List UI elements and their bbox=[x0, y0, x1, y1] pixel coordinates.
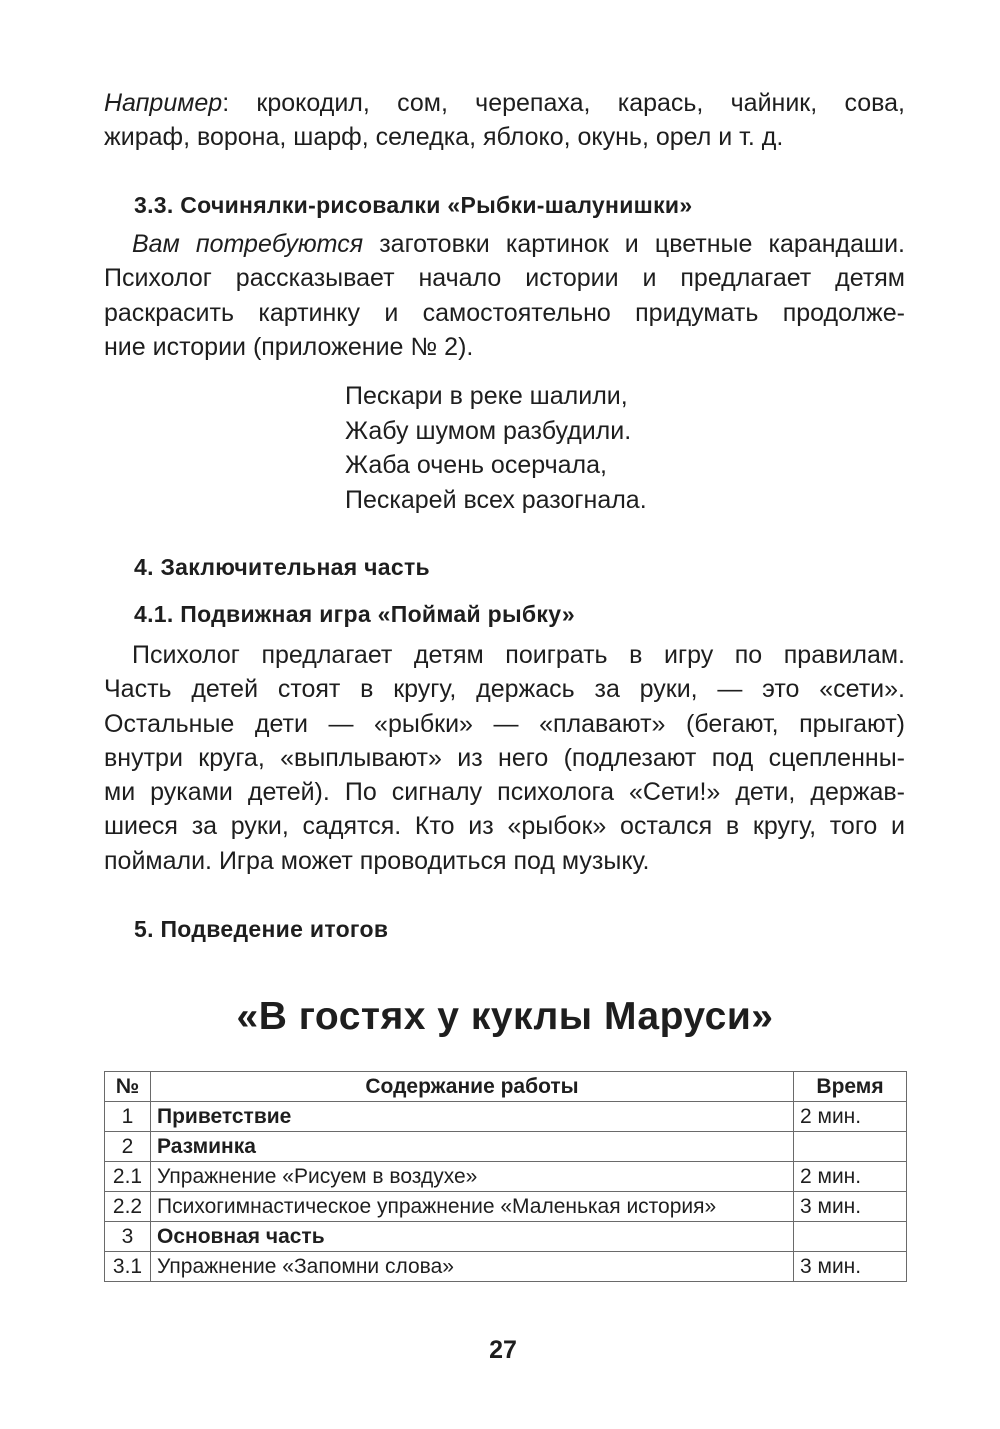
page-number: 27 bbox=[489, 1336, 517, 1364]
poem-line: Жабу шумом разбудили. bbox=[345, 416, 632, 445]
row-number: 3.1 bbox=[105, 1252, 151, 1282]
example-paragraph bbox=[104, 86, 905, 155]
section-4-1-paragraph bbox=[104, 638, 905, 878]
row-time bbox=[794, 1222, 907, 1252]
row-time bbox=[794, 1132, 907, 1162]
lesson-plan-table bbox=[104, 1071, 907, 1282]
example-list-start: : крокодил, сом, черепаха, карась, чайник, сова, bbox=[222, 89, 905, 117]
row-content: Основная часть bbox=[151, 1222, 794, 1252]
section-4-heading: 4. Заключительная часть bbox=[134, 554, 430, 580]
row-content: Упражнение «Рисуем в воздухе» bbox=[151, 1162, 794, 1192]
row-content: Упражнение «Запомни слова» bbox=[151, 1252, 794, 1282]
row-content: Разминка bbox=[151, 1132, 794, 1162]
s33-line-2: Психолог рассказывает начало истории и предлагает детям bbox=[104, 264, 905, 293]
table-row bbox=[105, 1192, 907, 1222]
s41-line: шиеся за руки, садятся. Кто из «рыбок» остался в кругу, того и bbox=[104, 812, 905, 841]
row-number: 2.1 bbox=[105, 1162, 151, 1192]
row-number: 2.2 bbox=[105, 1192, 151, 1222]
section-3-3-heading: 3.3. Сочинялки-рисовалки «Рыбки-шалунишки» bbox=[134, 192, 693, 218]
poem bbox=[345, 379, 647, 517]
example-line-2: жираф, ворона, шарф, селедка, яблоко, окунь, орел и т. д. bbox=[104, 123, 784, 152]
row-time: 3 мин. bbox=[794, 1252, 907, 1282]
header-content: Содержание работы bbox=[151, 1072, 794, 1102]
row-time: 3 мин. bbox=[794, 1192, 907, 1222]
s33-line-4: ние истории (приложение № 2). bbox=[104, 332, 474, 361]
row-number: 2 bbox=[105, 1132, 151, 1162]
row-content: Приветствие bbox=[151, 1102, 794, 1132]
s41-line: внутри круга, «выплывают» из него (подлезают под сцепленны- bbox=[104, 743, 905, 772]
section-3-3-paragraph bbox=[104, 227, 905, 364]
table-row bbox=[105, 1102, 907, 1132]
example-line-1 bbox=[104, 86, 905, 120]
materials-rest: заготовки картинок и цветные карандаши. bbox=[363, 230, 905, 258]
poem-line: Пескари в реке шалили, bbox=[345, 382, 628, 410]
s41-line: ми руками детей). По сигналу психолога «Сети!» дети, держав- bbox=[104, 778, 905, 807]
s33-line-1 bbox=[104, 227, 905, 261]
section-5-heading: 5. Подведение итогов bbox=[134, 916, 389, 942]
row-number: 1 bbox=[105, 1102, 151, 1132]
lesson-title: «В гостях у куклы Маруси» bbox=[236, 995, 774, 1038]
header-number: № bbox=[105, 1072, 151, 1102]
example-label: Например bbox=[104, 89, 223, 117]
header-time: Время bbox=[794, 1072, 907, 1102]
poem-line: Пескарей всех разогнала. bbox=[345, 485, 647, 514]
table-row bbox=[105, 1132, 907, 1162]
row-time: 2 мин. bbox=[794, 1162, 907, 1192]
s41-line: Часть детей стоят в кругу, держась за руки, — это «сети». bbox=[104, 675, 905, 704]
table-row bbox=[105, 1252, 907, 1282]
s33-line-3: раскрасить картинку и самостоятельно придумать продолже- bbox=[104, 298, 905, 327]
row-number: 3 bbox=[105, 1222, 151, 1252]
section-4-1-heading: 4.1. Подвижная игра «Поймай рыбку» bbox=[134, 601, 575, 627]
s41-line: Остальные дети — «рыбки» — «плавают» (бегают, прыгают) bbox=[104, 709, 905, 738]
row-content: Психогимнастическое упражнение «Маленькая история» bbox=[151, 1192, 794, 1222]
s41-line: поймали. Игра может проводиться под музыку. bbox=[104, 846, 650, 875]
table-row bbox=[105, 1162, 907, 1192]
s41-line: Психолог предлагает детям поиграть в игру по правилам. bbox=[132, 641, 905, 669]
poem-line: Жаба очень осерчала, bbox=[345, 451, 607, 479]
row-time: 2 мин. bbox=[794, 1102, 907, 1132]
table-header-row bbox=[105, 1072, 907, 1102]
table-row bbox=[105, 1222, 907, 1252]
materials-lead: Вам потребуются bbox=[132, 230, 364, 258]
